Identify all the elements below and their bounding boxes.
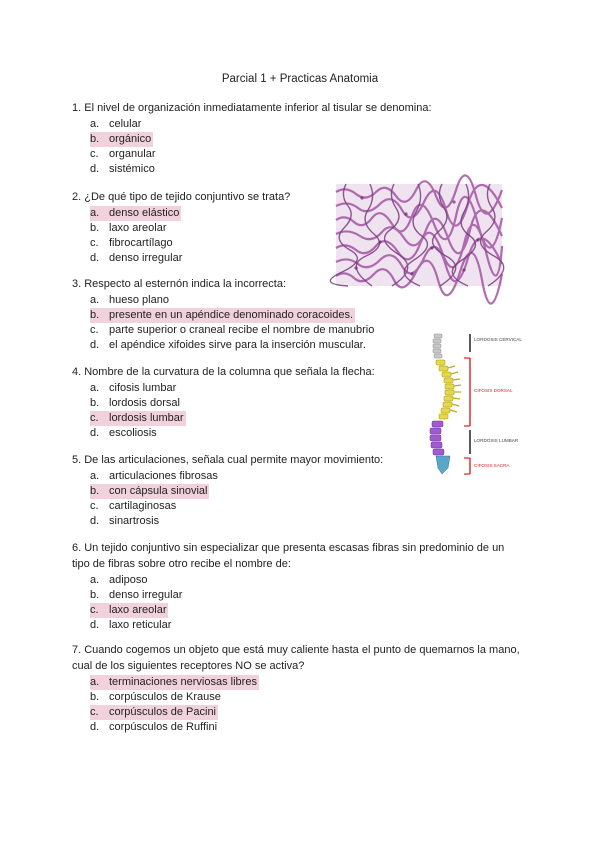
option-2b[interactable]: b. laxo areolar <box>90 222 167 234</box>
option-4c[interactable]: c. lordosis lumbar <box>90 412 184 424</box>
option-6b[interactable]: b. denso irregular <box>90 589 183 601</box>
option-3a[interactable]: a. hueso plano <box>90 294 169 306</box>
question-6 <box>72 541 542 633</box>
option-3c[interactable]: c. parte superior o craneal recibe el nombre de manubrio <box>90 324 375 336</box>
question-text-line-1: 6. Un tejido conjuntivo sin especializar que presenta escasas fibras sin predominio de un <box>72 542 505 554</box>
question-text-line-2: tipo de fibras sobre otro recibe el nombre de: <box>72 558 291 570</box>
option-1d[interactable]: d. sistémico <box>90 163 155 175</box>
option-5b[interactable]: b. con cápsula sinovial <box>90 485 208 497</box>
question-text: 4. Nombre de la curvatura de la columna que señala la flecha: <box>72 366 375 378</box>
spine-label-sacral: CIFOSIS SACRA <box>474 463 510 468</box>
option-5d[interactable]: d. sinartrosis <box>90 515 160 527</box>
option-1a[interactable]: a. celular <box>90 118 142 130</box>
option-7d[interactable]: d. corpúsculos de Ruffini <box>90 721 218 733</box>
option-6d[interactable]: d. laxo reticular <box>90 619 172 631</box>
question-text: 5. De las articulaciones, señala cual permite mayor movimiento: <box>72 454 384 466</box>
option-7c[interactable]: c. corpúsculos de Pacini <box>90 706 217 718</box>
spine-label-dorsal: CIFOSIS DORSAL <box>474 388 513 393</box>
option-2c[interactable]: c. fibrocartílago <box>90 237 173 249</box>
option-2a[interactable]: a. denso elástico <box>90 207 180 219</box>
option-7a[interactable]: a. terminaciones nerviosas libres <box>90 676 257 688</box>
option-4a[interactable]: a. cifosis lumbar <box>90 382 177 394</box>
option-7b[interactable]: b. corpúsculos de Krause <box>90 691 221 703</box>
spine-label-cervical: LORDOSIS CERVICAL <box>474 337 522 342</box>
option-4b[interactable]: b. lordosis dorsal <box>90 397 180 409</box>
option-1b[interactable]: b. orgánico <box>90 133 152 145</box>
question-text: 2. ¿De qué tipo de tejido conjuntivo se trata? <box>72 191 291 203</box>
option-5c[interactable]: c. cartilaginosas <box>90 500 177 512</box>
option-1c[interactable]: c. organular <box>90 148 156 160</box>
question-1 <box>72 101 532 177</box>
question-7 <box>72 643 542 735</box>
spine-label-lumbar: LORDOSIS LUMBAR <box>474 438 519 443</box>
spine-diagram-image <box>418 330 522 476</box>
tissue-micrograph-image <box>336 184 502 286</box>
option-3d[interactable]: d. el apéndice xifoides sirve para la inserción muscular. <box>90 339 366 351</box>
question-text: 3. Respecto al esternón indica la incorrecta: <box>72 278 287 290</box>
option-2d[interactable]: d. denso irregular <box>90 252 183 264</box>
page-title: Parcial 1 + Practicas Anatomia <box>221 73 379 85</box>
option-6c[interactable]: c. laxo areolar <box>90 604 167 616</box>
question-text-line-2: cual de los siguientes receptores NO se activa? <box>72 660 305 672</box>
option-5a[interactable]: a. articulaciones fibrosas <box>90 470 218 482</box>
question-text-line-1: 7. Cuando cogemos un objeto que está muy caliente hasta el punto de quemarnos la mano, <box>72 644 520 656</box>
option-3b[interactable]: b. presente en un apéndice denominado coracoides. <box>90 309 354 321</box>
question-text: 1. El nivel de organización inmediatamente inferior al tisular se denomina: <box>72 102 432 114</box>
option-4d[interactable]: d. escoliosis <box>90 427 157 439</box>
option-6a[interactable]: a. adiposo <box>90 574 148 586</box>
